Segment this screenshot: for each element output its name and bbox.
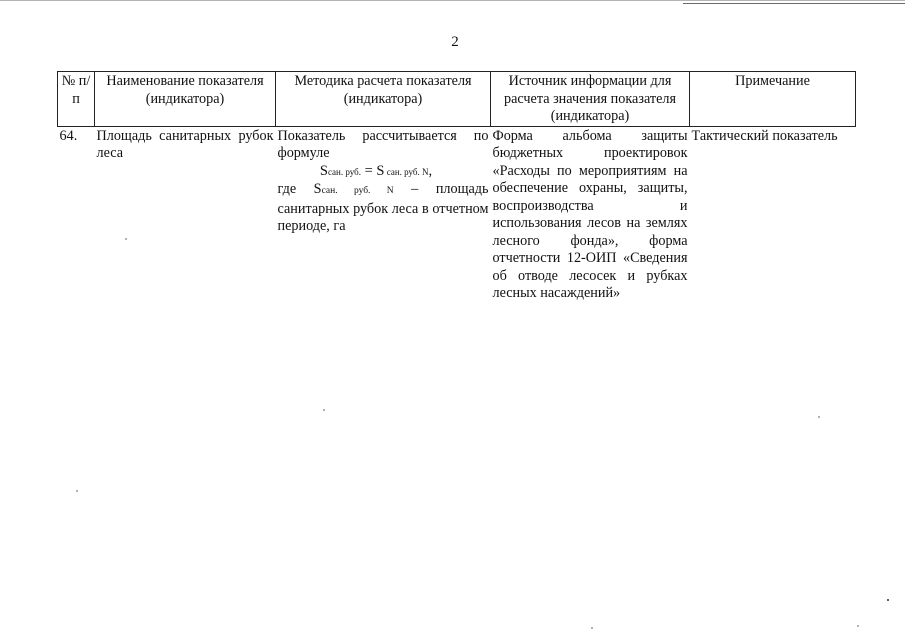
- formula-end: ,: [428, 162, 433, 179]
- scan-speck: [323, 409, 325, 411]
- scan-speck: [887, 599, 889, 601]
- scan-speck: [125, 238, 127, 240]
- where-text: – площадь санитарных рубок леса в отчетном периоде, га: [277, 181, 489, 234]
- row-indicator-name: Площадь санитарных рубок леса: [96, 127, 274, 161]
- method-formula: [278, 163, 489, 182]
- header-number: № п/п: [58, 72, 95, 127]
- row-number: 64.: [59, 127, 78, 144]
- formula-sub2: сан. руб. N: [384, 166, 429, 177]
- table-header-row: [58, 72, 856, 127]
- where-sub: сан. руб. N: [321, 186, 394, 196]
- scan-speck: [591, 627, 593, 629]
- method-intro: Показатель рассчитывается по формуле: [277, 127, 489, 161]
- formula-sub1: сан. руб.: [327, 166, 361, 177]
- row-note: Тактический показатель: [691, 127, 838, 144]
- formula-equals: =: [360, 162, 377, 179]
- header-indicator-name: Наименование показателя (индикатора): [95, 72, 276, 127]
- page-number: 2: [451, 34, 459, 50]
- table-row: [58, 126, 856, 303]
- row-information-source: Форма альбома защиты бюджетных проектировок «Расходы по мероприятиям на обеспечение охраны, защиты, воспроизводства и использования лесов на землях лесного фонда», форма отчетности 12-ОИП «Сведения об отводе лесосек и рубках лесных насаждений»: [492, 127, 688, 301]
- top-border-line: [0, 0, 905, 1]
- scan-speck: [818, 416, 820, 418]
- scan-speck: [857, 625, 859, 627]
- where-prefix: где S: [277, 181, 322, 197]
- formula-s2: S: [376, 162, 385, 179]
- indicator-table: [57, 71, 856, 303]
- header-information-source: Источник информации для расчета значения показателя (индикатора): [491, 72, 690, 127]
- formula-s1: S: [319, 162, 328, 179]
- header-note: Примечание: [690, 72, 856, 127]
- scan-speck: [76, 490, 78, 492]
- top-right-rule: [683, 3, 905, 4]
- header-calculation-method: Методика расчета показателя (индикатора): [276, 72, 491, 127]
- row-calculation-method: [276, 126, 491, 303]
- method-explanation: [278, 181, 489, 236]
